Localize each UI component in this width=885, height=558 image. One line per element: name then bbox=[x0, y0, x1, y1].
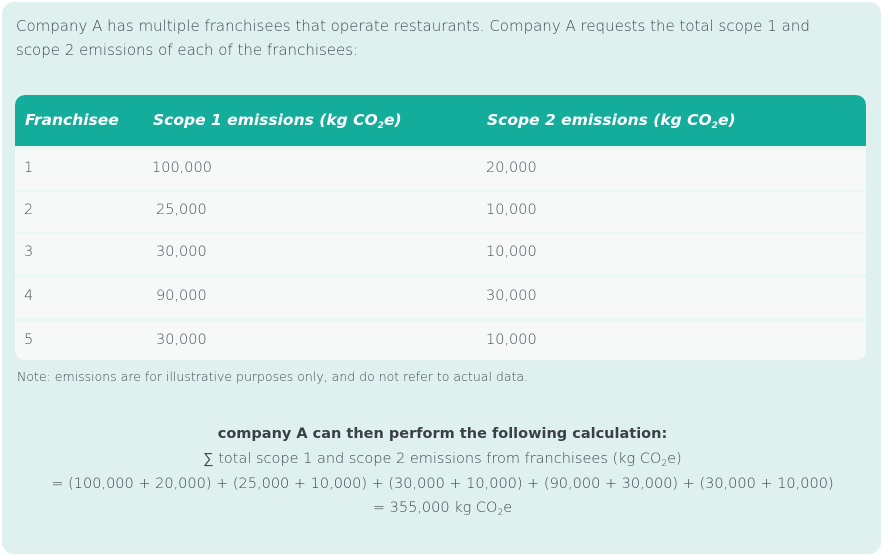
cell-scope2: 10,000 bbox=[486, 244, 537, 260]
table-row bbox=[15, 278, 866, 318]
cell-scope2: 10,000 bbox=[486, 332, 537, 348]
table-row bbox=[15, 234, 866, 274]
cell-scope2: 10,000 bbox=[486, 202, 537, 218]
calculation-formula: ∑ total scope 1 and scope 2 emissions from franchisees (kg $CO_2e$) bbox=[203, 451, 682, 469]
table-header bbox=[15, 95, 866, 146]
table-note: Note: emissions are for illustrative purposes only, and do not refer to actual data. bbox=[17, 369, 529, 384]
cell-scope2: 20,000 bbox=[486, 160, 537, 176]
calculation-expansion: = (100,000 + 20,000) + (25,000 + 10,000) + (30,000 + 10,000) + (90,000 + 30,000) + (30,000 + 10,000) bbox=[51, 476, 834, 492]
cell-franchisee: 1 bbox=[24, 160, 34, 176]
calculation-result: = 355,000 kg $CO_2e$ bbox=[372, 500, 513, 518]
intro-text: Company A has multiple franchisees that operate restaurants. Company A requests the total scope 1 and scope 2 emissions of each of the franchisees: bbox=[16, 17, 810, 59]
cell-scope2: 30,000 bbox=[486, 288, 537, 304]
cell-franchisee: 2 bbox=[24, 202, 34, 218]
cell-franchisee: 3 bbox=[24, 244, 34, 260]
cell-scope1: 30,000 bbox=[156, 332, 207, 348]
header-scope2: Scope 2 emissions (kg $CO_2e$) bbox=[487, 111, 736, 131]
header-franchisee: Franchisee bbox=[25, 111, 119, 129]
table-row bbox=[15, 192, 866, 232]
cell-scope1: 25,000 bbox=[156, 202, 207, 218]
cell-franchisee: 5 bbox=[24, 332, 34, 348]
table-row bbox=[15, 322, 866, 360]
cell-franchisee: 4 bbox=[24, 288, 34, 304]
table-row bbox=[15, 150, 866, 190]
cell-scope1: 100,000 bbox=[152, 160, 212, 176]
cell-scope1: 30,000 bbox=[156, 244, 207, 260]
emissions-table bbox=[15, 95, 866, 360]
calculation-title: company A can then perform the following calculation: bbox=[217, 426, 668, 442]
cell-scope1: 90,000 bbox=[156, 288, 207, 304]
header-scope1: Scope 1 emissions (kg $CO_2e$) bbox=[153, 111, 402, 131]
